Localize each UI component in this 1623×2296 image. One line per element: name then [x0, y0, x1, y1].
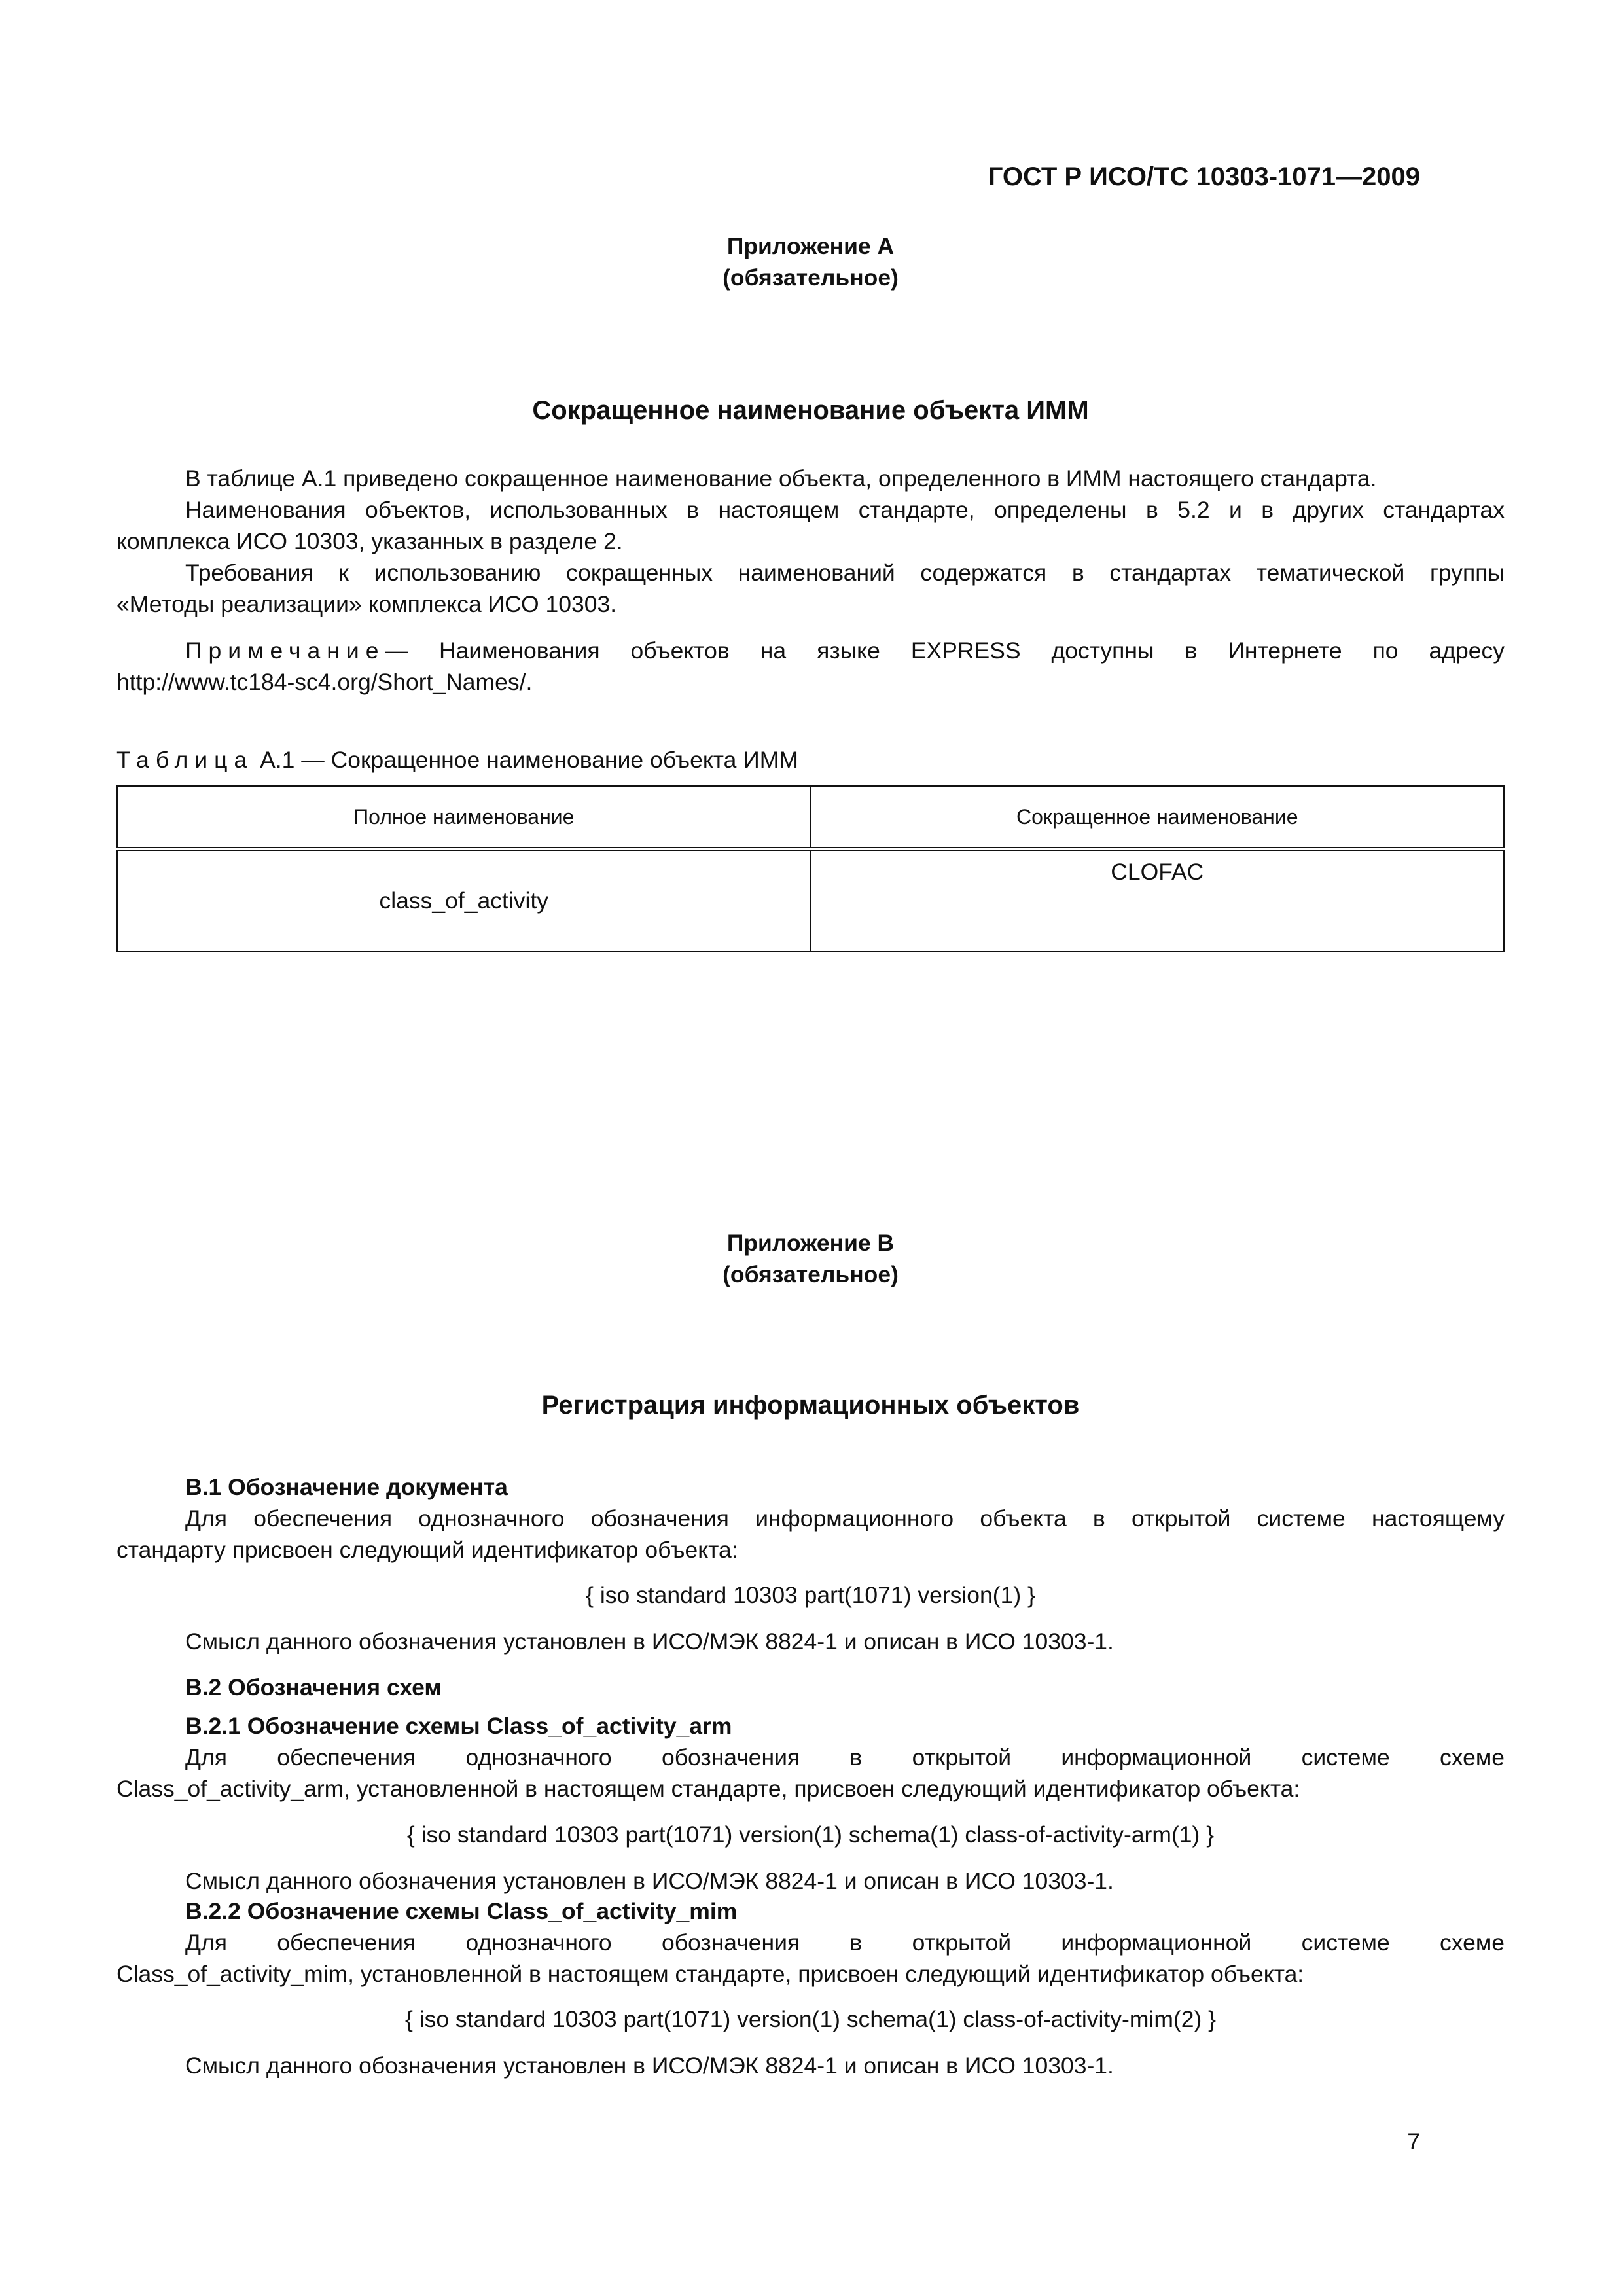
page-number: 7: [1407, 2128, 1420, 2155]
section-b1-line-2: стандарту присвоен следующий идентификатор объекта:: [116, 1537, 738, 1563]
section-b22-identifier: { iso standard 10303 part(1071) version(1) schema(1) class-of-activity-mim(2) }: [404, 2006, 1217, 2032]
table-row: [117, 849, 1504, 952]
table-header-full-name: Полное наименование: [117, 786, 811, 849]
section-b22-title: В.2.2 Обозначение схемы Class_of_activity_mim: [185, 1898, 738, 1924]
annex-a-paragraph-3-line-2: «Методы реализации» комплекса ИСО 10303.: [116, 591, 617, 617]
annex-a-title: Приложение А: [726, 233, 895, 259]
section-b1-title: В.1 Обозначение документа: [185, 1474, 508, 1500]
section-b1-line-1: Для обеспечения однозначного обозначения информационного объекта в открытой системе настоящему: [185, 1505, 1505, 1532]
table-cell-full-name: class_of_activity: [117, 849, 811, 952]
annex-a-paragraph-1: В таблице А.1 приведено сокращенное наименование объекта, определенного в ИММ настоящего стандарта.: [185, 465, 1377, 492]
section-b22-meaning: Смысл данного обозначения установлен в ИСО/МЭК 8824-1 и описан в ИСО 10303-1.: [185, 2053, 1114, 2079]
annex-a-note-line-1: [185, 635, 1505, 666]
table-header-row: [117, 786, 1504, 849]
annex-a-paragraph-2-line-2: комплекса ИСО 10303, указанных в разделе 2.: [116, 528, 623, 554]
annex-b-title: Приложение В: [726, 1230, 895, 1256]
section-b1-meaning: Смысл данного обозначения установлен в ИСО/МЭК 8824-1 и описан в ИСО 10303-1.: [185, 1628, 1114, 1655]
annex-b-status: (обязательное): [722, 1261, 899, 1287]
section-b22-line-1: Для обеспечения однозначного обозначения в открытой информационной системе схеме: [185, 1929, 1505, 1956]
section-b2-title: В.2 Обозначения схем: [185, 1674, 442, 1700]
note-text: — Наименования объектов на языке EXPRESS доступны в Интернете по адресу: [385, 637, 1505, 664]
section-b21-meaning: Смысл данного обозначения установлен в ИСО/МЭК 8824-1 и описан в ИСО 10303-1.: [185, 1868, 1114, 1894]
table-cell-short-name: CLOFAC: [811, 849, 1505, 952]
table-label: Таблица: [116, 747, 254, 773]
section-b21-line-2: Class_of_activity_arm, установленной в настоящем стандарте, присвоен следующий идентификатор объекта:: [116, 1776, 1300, 1802]
section-b21-identifier: { iso standard 10303 part(1071) version(1) schema(1) class-of-activity-arm(1) }: [406, 1821, 1215, 1848]
table-header-short-name: Сокращенное наименование: [811, 786, 1505, 849]
annex-a-note-line-2: http://www.tc184-sc4.org/Short_Names/.: [116, 669, 533, 695]
note-label: Примечание: [185, 637, 385, 664]
annex-a-paragraph-3-line-1: Требования к использованию сокращенных наименований содержатся в стандартах тематической группы: [185, 560, 1505, 586]
section-b22-line-2: Class_of_activity_mim, установленной в настоящем стандарте, присвоен следующий идентификатор объекта:: [116, 1961, 1304, 1987]
annex-b-heading: Регистрация информационных объектов: [541, 1391, 1080, 1420]
annex-a-status: (обязательное): [722, 264, 899, 291]
table-caption-text: А.1 — Сокращенное наименование объекта ИММ: [260, 747, 798, 773]
section-b21-title: В.2.1 Обозначение схемы Class_of_activity_arm: [185, 1713, 732, 1739]
section-b1-identifier: { iso standard 10303 part(1071) version(1) }: [586, 1582, 1035, 1608]
document-designation: ГОСТ Р ИСО/ТС 10303-1071—2009: [988, 162, 1420, 191]
annex-a-heading: Сокращенное наименование объекта ИММ: [532, 396, 1089, 425]
section-b21-line-1: Для обеспечения однозначного обозначения в открытой информационной системе схеме: [185, 1744, 1505, 1770]
table-caption: [116, 744, 798, 776]
annex-a-paragraph-2-line-1: Наименования объектов, использованных в настоящем стандарте, определены в 5.2 и в других стандартах: [185, 497, 1505, 523]
short-names-table: [116, 785, 1505, 952]
